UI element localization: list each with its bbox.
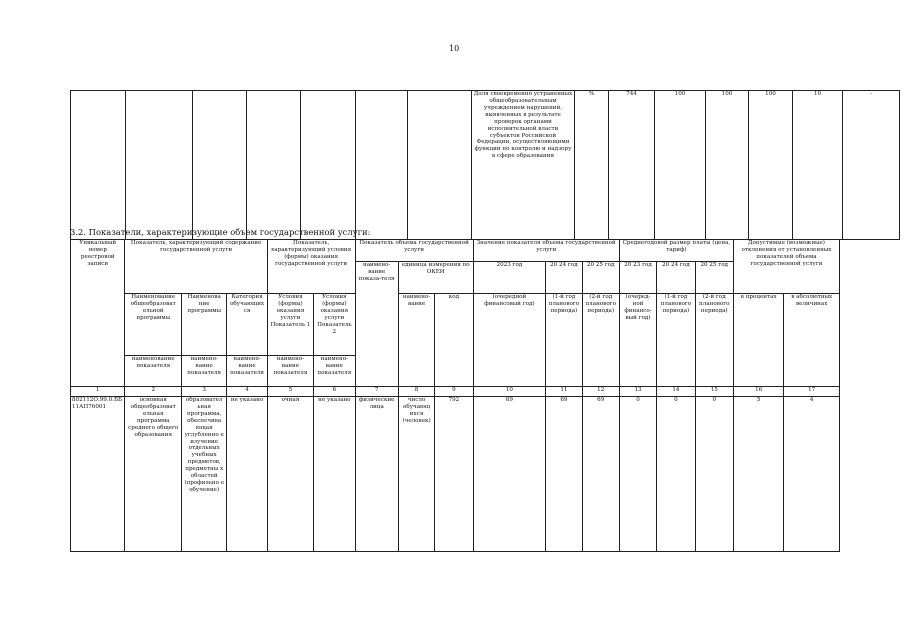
col-number: 3 (181, 387, 226, 397)
col-number: 2 (125, 387, 182, 397)
value-2024-cell: 69 (546, 397, 582, 552)
col-number: 9 (435, 387, 473, 397)
indicator-cell: физические лица (355, 397, 398, 552)
fee-2023-cell: 0 (619, 397, 656, 552)
header-content-2: Наименова ние программы (181, 294, 226, 356)
header-value-2025-desc: (2-й год планового периода) (582, 294, 619, 387)
header-content-1: Наименование общеобразоват ельной программы (125, 294, 182, 356)
unit-name-cell: число обучающ ихся (человек) (398, 397, 434, 552)
header-value-2024-desc: (1-й год планового периода) (546, 294, 582, 387)
col-number: 14 (657, 387, 695, 397)
header-condition-2: Условия (формы) оказания услуги Показатель 2 (314, 294, 355, 356)
col-number: 7 (355, 387, 398, 397)
header-value-2025-year: 20 25 год (582, 262, 619, 294)
header-fee-2024-desc: (1-й год планового периода) (657, 294, 695, 387)
header-deviation-abs: в абсолютных величинах (784, 294, 840, 387)
unique-number-cell: 802112О.99.0.ББ11АП76001 (71, 397, 125, 552)
value-2023-cell: 69 (473, 397, 546, 552)
col-number: 11 (546, 387, 582, 397)
header-sub-4: наимено-вание показателя (267, 356, 313, 387)
col-number: 13 (619, 387, 656, 397)
header-sub-1: наименование показателя (125, 356, 182, 387)
header-conditions-group: Показатель, характеризующий условия (формы) оказания государственной услуги (267, 240, 355, 294)
col-number: 5 (267, 387, 313, 397)
header-value-2023-year: 2023 год (473, 262, 546, 294)
program-name-cell: образовател ьная программа, обеспечива ющая углубленно е изучение отдельных учебных предметов, предметны х областей (профильно е обучение) (181, 397, 226, 552)
deviation-abs-cell: 4 (784, 397, 840, 552)
condition2-cell: не указано (314, 397, 355, 552)
header-fee-2023-desc: (очеред-ной финансо-вый год) (619, 294, 656, 387)
form-cell: очная (267, 397, 313, 552)
header-value-2023-desc: (очередной финансовый год) (473, 294, 546, 387)
header-fee-2025-year: 20 25 год (695, 262, 733, 294)
fee-2024-cell: 0 (657, 397, 695, 552)
value-2025-cell: 69 (582, 397, 619, 552)
value-2023-cell: 100 (655, 91, 706, 240)
header-sub-2: наимено-вание показателя (181, 356, 226, 387)
section-title: 3.2. Показатели, характеризующие объем государственной услуги: (70, 227, 371, 237)
unit-cell: % (575, 91, 609, 240)
header-unit-name: наимено-вание (398, 294, 434, 387)
table-row (71, 397, 840, 552)
header-value-2024-year: 20 24 год (546, 262, 582, 294)
col-number: 12 (582, 387, 619, 397)
header-condition-1: Условия (формы) оказания услуги Показатель 1 (267, 294, 313, 356)
col-number: 17 (784, 387, 840, 397)
quality-indicator-name: Доля своевременно устраненных общеобразовательным учреждением нарушений, выявленных в результате проверок органами исполнительной власти субъектов Российской Федерации, осуществляющими функции по контролю и надзору в сфере образования (472, 91, 575, 240)
col-number: 10 (473, 387, 546, 397)
header-unique-number: Уникальный номер реестровой записи (71, 240, 125, 387)
header-fee-2024-year: 20 24 год (657, 262, 695, 294)
header-content-3: Категория обучающих ся (227, 294, 267, 356)
deviation-abs-cell: - (843, 91, 900, 240)
col-number: 1 (71, 387, 125, 397)
volume-indicators-table (70, 239, 840, 552)
unit-code-cell: 792 (435, 397, 473, 552)
value-2024-cell: 100 (706, 91, 749, 240)
header-unit-code: код (435, 294, 473, 387)
program-cell: основная общеобразоват ельная программа среднего общего образования (125, 397, 182, 552)
header-sub-3: наимено-вание показателя (227, 356, 267, 387)
header-fee-2023-year: 20 23 год (619, 262, 656, 294)
header-unit-group: единица измерения по ОКЕИ (398, 262, 473, 294)
fee-2025-cell: 0 (695, 397, 733, 552)
header-deviation-percent: в процентах (733, 294, 783, 387)
top-indicator-table (70, 90, 900, 240)
col-number: 8 (398, 387, 434, 397)
deviation-percent-cell: 10 (793, 91, 843, 240)
okei-cell: 744 (609, 91, 655, 240)
col-number: 16 (733, 387, 783, 397)
col-number: 15 (695, 387, 733, 397)
header-fee-group: Среднегодовой размер платы (цена, тариф) (619, 240, 733, 262)
header-content-group: Показатель, характеризующий содержание государственной услуги (125, 240, 267, 294)
header-sub-5: наимено-вание показателя (314, 356, 355, 387)
header-value-group: Значение показателя объема государственной услуги (473, 240, 619, 262)
value-2025-cell: 100 (749, 91, 793, 240)
deviation-percent-cell: 5 (733, 397, 783, 552)
col-number: 6 (314, 387, 355, 397)
page-number: 10 (449, 44, 460, 53)
category-cell: не указано (227, 397, 267, 552)
header-fee-2025-desc: (2-й год планового периода) (695, 294, 733, 387)
header-deviation-group: Допустимые (возможные) отклонения от установленных показателей объема государственной услуги (733, 240, 839, 294)
col-number: 4 (227, 387, 267, 397)
header-volume-group: Показатель объема государственной услуги (355, 240, 473, 262)
column-numbers-row (71, 387, 840, 397)
header-indicator-name: наимено-вание показа-теля (355, 262, 398, 387)
